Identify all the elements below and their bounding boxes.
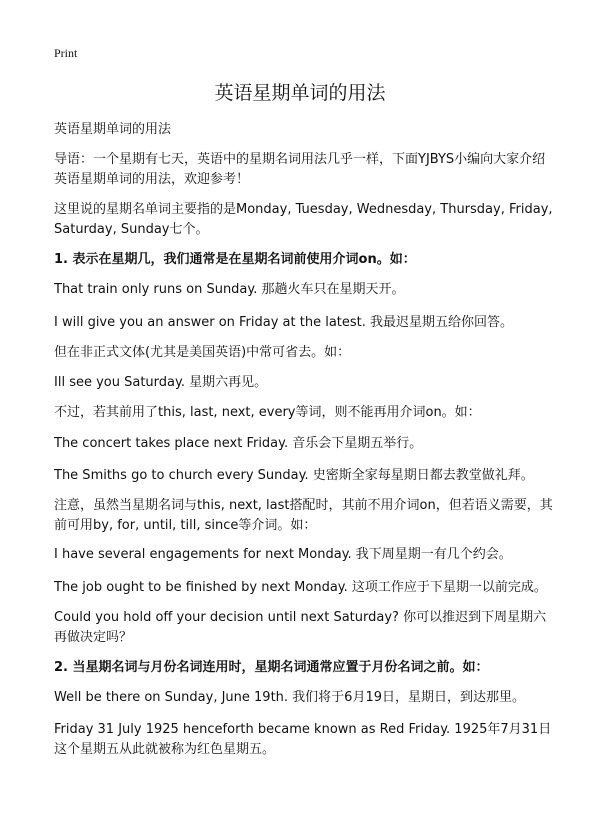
section-heading-1: 1. 表示在星期几，我们通常是在星期名词前使用介词on。如： bbox=[54, 252, 416, 267]
example-sentence: The Smiths go to church every Sunday. 史密斯全家每星期日都去教堂做礼拜。 bbox=[54, 468, 534, 483]
section-heading-2: 2. 当星期名词与月份名词连用时，星期名词通常应置于月份名词之前。如： bbox=[54, 660, 489, 675]
paragraph: 这里说的星期名单词主要指的是Monday, Tuesday, Wednesday, Thursday, Friday, Saturday, Sunday七个。 bbox=[54, 202, 553, 237]
example-sentence: I have several engagements for next Monday. 我下周星期一有几个约会。 bbox=[54, 547, 512, 562]
note-paragraph: 注意，虽然当星期名词与this, next, last搭配时，其前不用介词on，但若语义需要，其前可用by, for, until, till, since等介词。如： bbox=[54, 498, 553, 533]
example-sentence: That train only runs on Sunday. 那趟火车只在星期天开。 bbox=[54, 282, 405, 297]
example-sentence: Well be there on Sunday, June 19th. 我们将于6月19日，星期日，到达那里。 bbox=[54, 690, 525, 705]
example-sentence: The concert takes place next Friday. 音乐会下星期五举行。 bbox=[54, 436, 423, 451]
example-sentence: I will give you an answer on Friday at the latest. 我最迟星期五给你回答。 bbox=[54, 315, 514, 330]
example-sentence: Friday 31 July 1925 henceforth became known as Red Friday. 1925年7月31日这个星期五从此就被称为红色星期五。 bbox=[54, 722, 552, 757]
example-sentence: Could you hold off your decision until next Saturday? 你可以推迟到下周星期六再做决定吗？ bbox=[54, 610, 547, 645]
paragraph: 但在非正式文体(尤其是美国英语)中常可省去。如： bbox=[54, 345, 351, 360]
print-label: Print bbox=[54, 46, 78, 60]
page-title: 英语星期单词的用法 bbox=[214, 82, 386, 104]
paragraph: 不过，若其前用了this, last, next, every等词，则不能再用介词on。如： bbox=[54, 405, 481, 420]
subtitle-paragraph: 英语星期单词的用法 bbox=[54, 122, 172, 137]
intro-paragraph: 导语：一个星期有七天，英语中的星期名词用法几乎一样，下面YJBYS小编向大家介绍英语星期单词的用法，欢迎参考！ bbox=[54, 152, 546, 187]
example-sentence: Ill see you Saturday. 星期六再见。 bbox=[54, 375, 268, 390]
example-sentence: The job ought to be finished by next Monday. 这项工作应于下星期一以前完成。 bbox=[54, 580, 547, 595]
